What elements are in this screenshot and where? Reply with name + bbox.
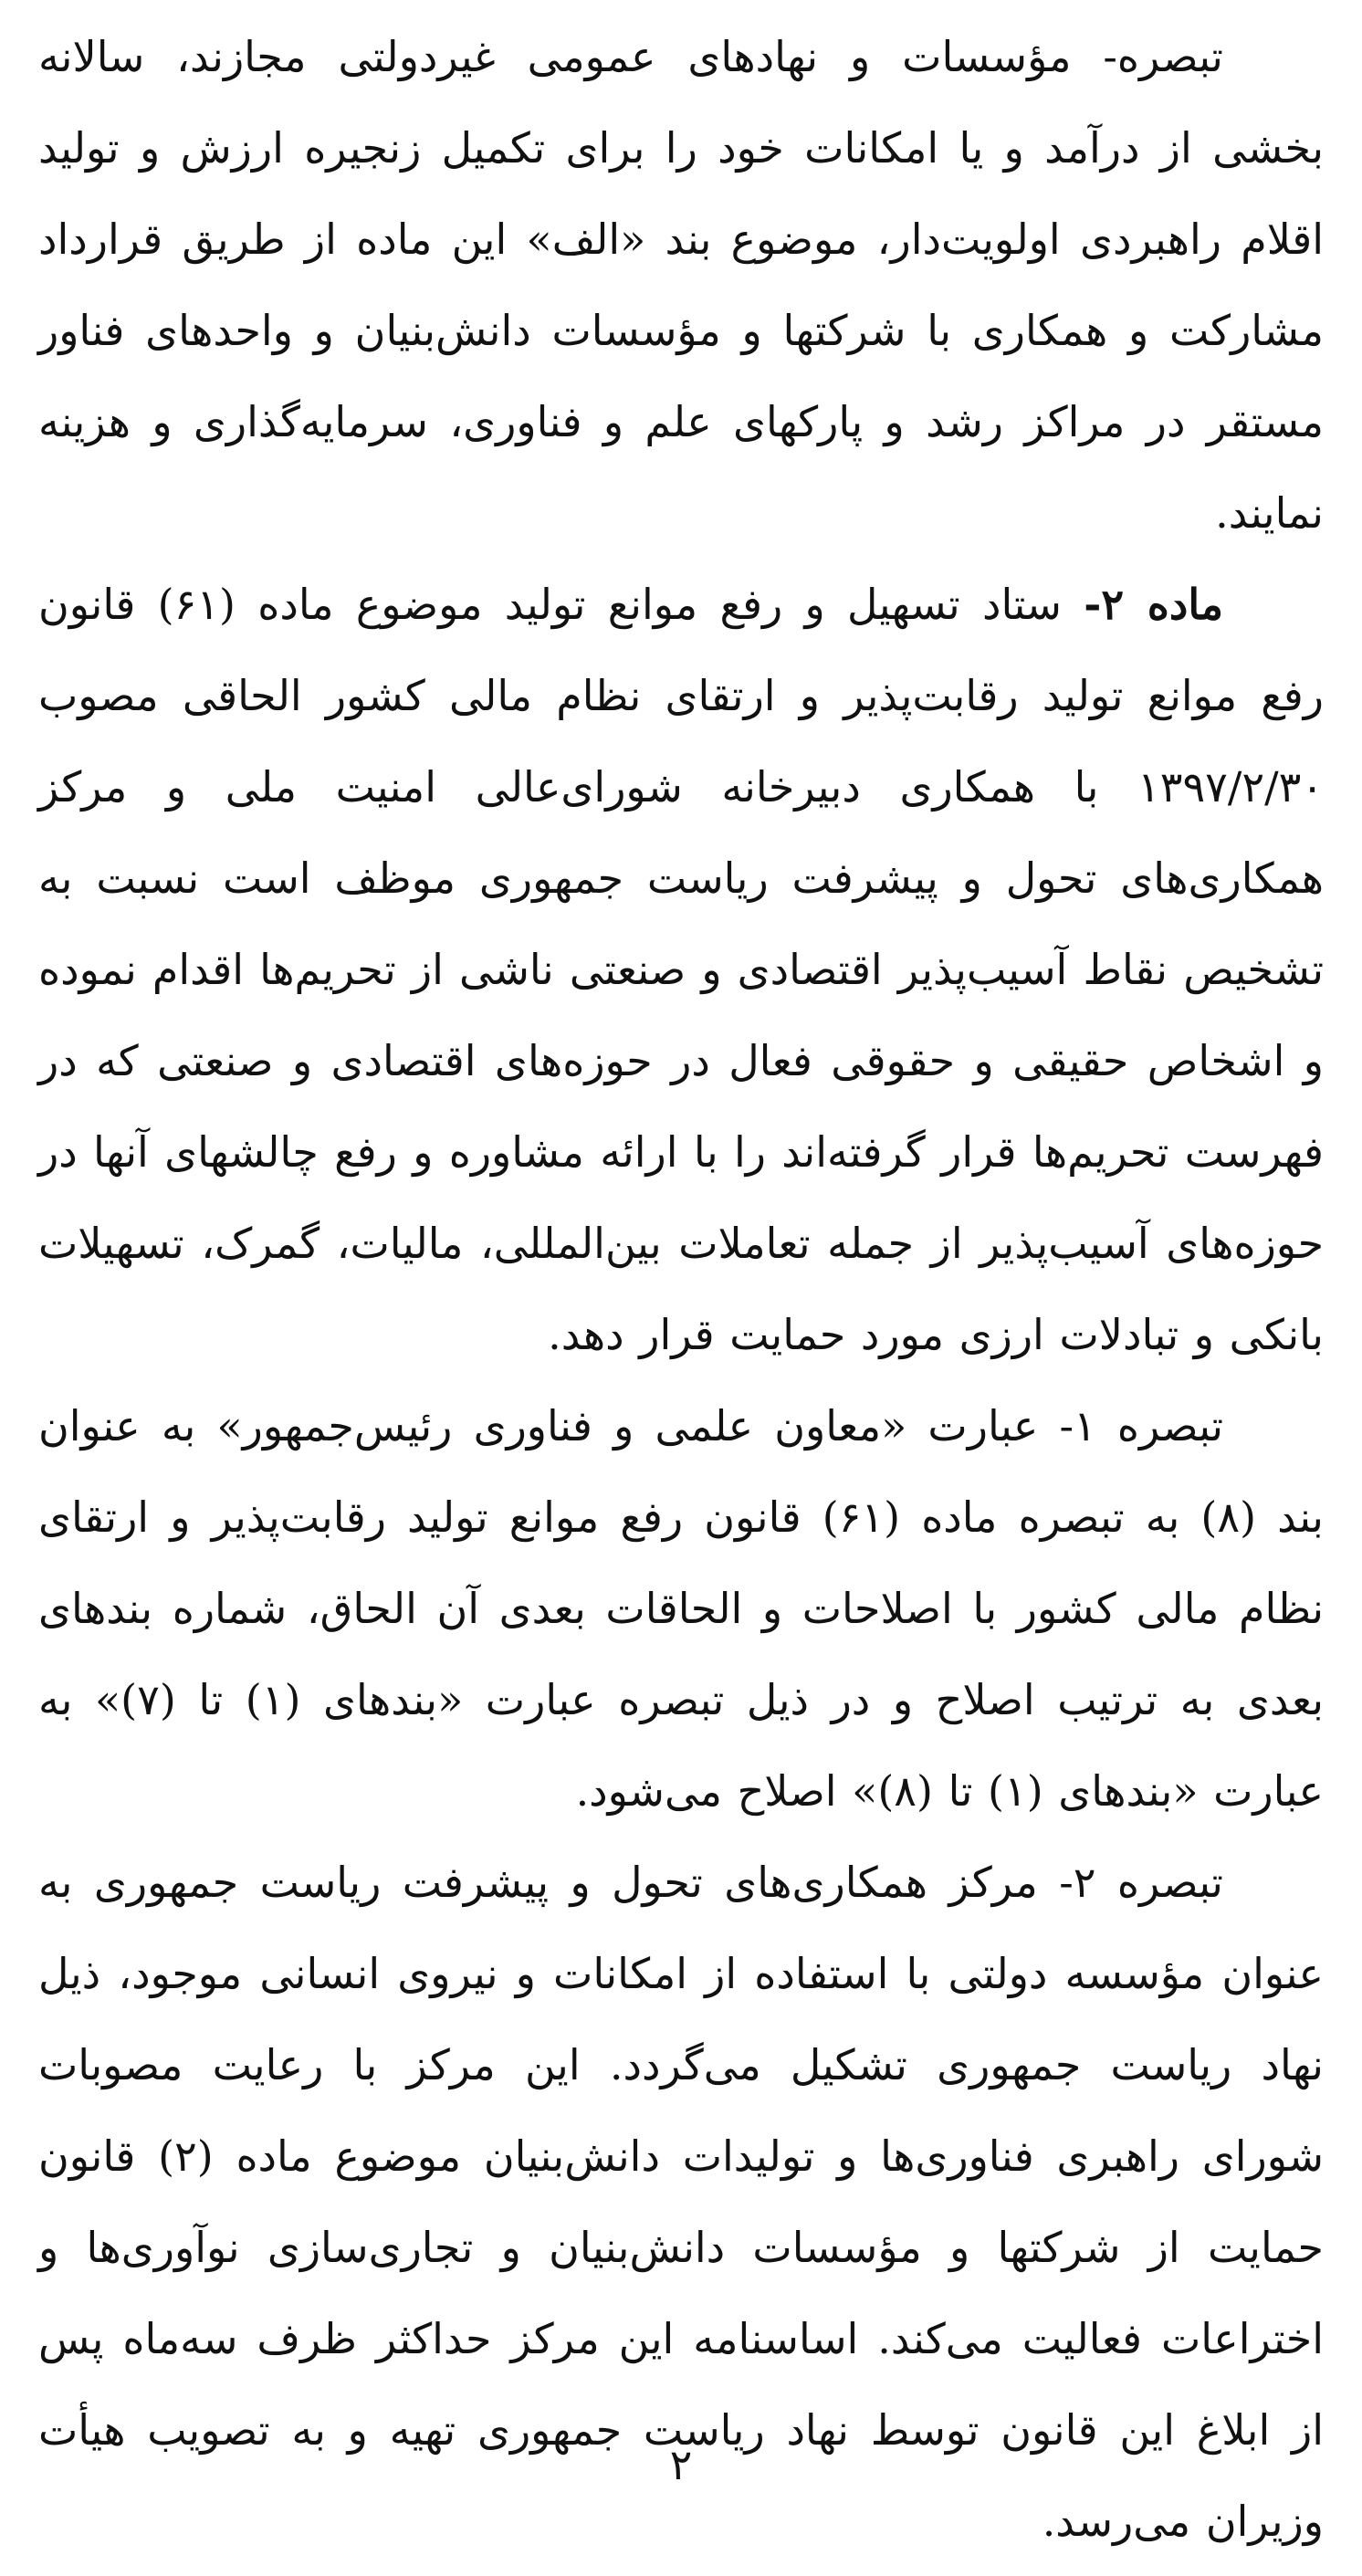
paragraph-text: تبصره ۲- مرکز همکاری‌های تحول و پیشرفت ریاست جمهوری به عنوان مؤسسه دولتی با استفاده از امکانات و نیروی انسانی موجود، ذیل نهاد ریاست جمهوری تشکیل می‌گردد. این مرکز با رعایت مصوبات شورای راهبری فناوری‌ها و تولیدات دانش‌بنیان موضوع ماده (۲) قانون حمایت از شرکتها و مؤسسات دانش‌بنیان و تجاری‌سازی نوآوری‌ها و اختراعات فعالیت می‌کند. اساسنامه این مرکز حداکثر ظرف سه‌ماه پس از ابلاغ این قانون توسط نهاد ریاست جمهوری تهیه و به تصویب هیأت وزیران می‌رسد. [38,1858,1324,2546]
paragraph-article-2 [38,559,1324,1380]
paragraph-note-1 [38,11,1324,559]
article-heading: ماده ۲- [1084,580,1223,629]
paragraph-text: تبصره ۱- عبارت «معاون علمی و فناوری رئیس‌جمهور» به عنوان بند (۸) به تبصره ماده (۶۱) قانون رفع موانع تولید رقابت‌پذیر و ارتقای نظام مالی کشور با اصلاحات و الحاقات بعدی آن الحاق، شماره بندهای بعدی به ترتیب اصلاح و در ذیل تبصره عبارت «بندهای (۱) تا (۷)» به عبارت «بندهای (۱) تا (۸)» اصلاح می‌شود. [38,1401,1324,1816]
page-number: ۲ [669,2440,693,2489]
paragraph-note-article-2-1 [38,1380,1324,1837]
document-page [38,11,1324,2567]
paragraph-text: ستاد تسهیل و رفع موانع تولید موضوع ماده (۶۱) قانون رفع موانع تولید رقابت‌پذیر و ارتقای نظام مالی کشور الحاقی مصوب ۱۳۹۷/۲/۳۰ با همکاری دبیرخانه شورای‌عالی امنیت ملی و مرکز همکاری‌های تحول و پیشرفت ریاست جمهوری موظف است نسبت به تشخیص نقاط آسیب‌پذیر اقتصادی و صنعتی ناشی از تحریم‌ها اقدام نموده و اشخاص حقیقی و حقوقی فعال در حوزه‌های اقتصادی و صنعتی که در فهرست تحریم‌ها قرار گرفته‌اند را با ارائه مشاوره و رفع چالشهای آنها در حوزه‌های آسیب‌پذیر از جمله تعاملات بین‌المللی، مالیات، گمرک، تسهیلات بانکی و تبادلات ارزی مورد حمایت قرار دهد. [38,580,1324,1359]
paragraph-text: تبصره- مؤسسات و نهادهای عمومی غیردولتی مجازند، سالانه بخشی از درآمد و یا امکانات خود را برای تکمیل زنجیره ارزش و تولید اقلام راهبردی اولویت‌دار، موضوع بند «الف» این ماده از طریق قرارداد مشارکت و همکاری با شرکتها و مؤسسات دانش‌بنیان و واحدهای فناور مستقر در مراکز رشد و پارکهای علم و فناوری، سرمایه‌گذاری و هزینه نمایند. [38,32,1324,538]
